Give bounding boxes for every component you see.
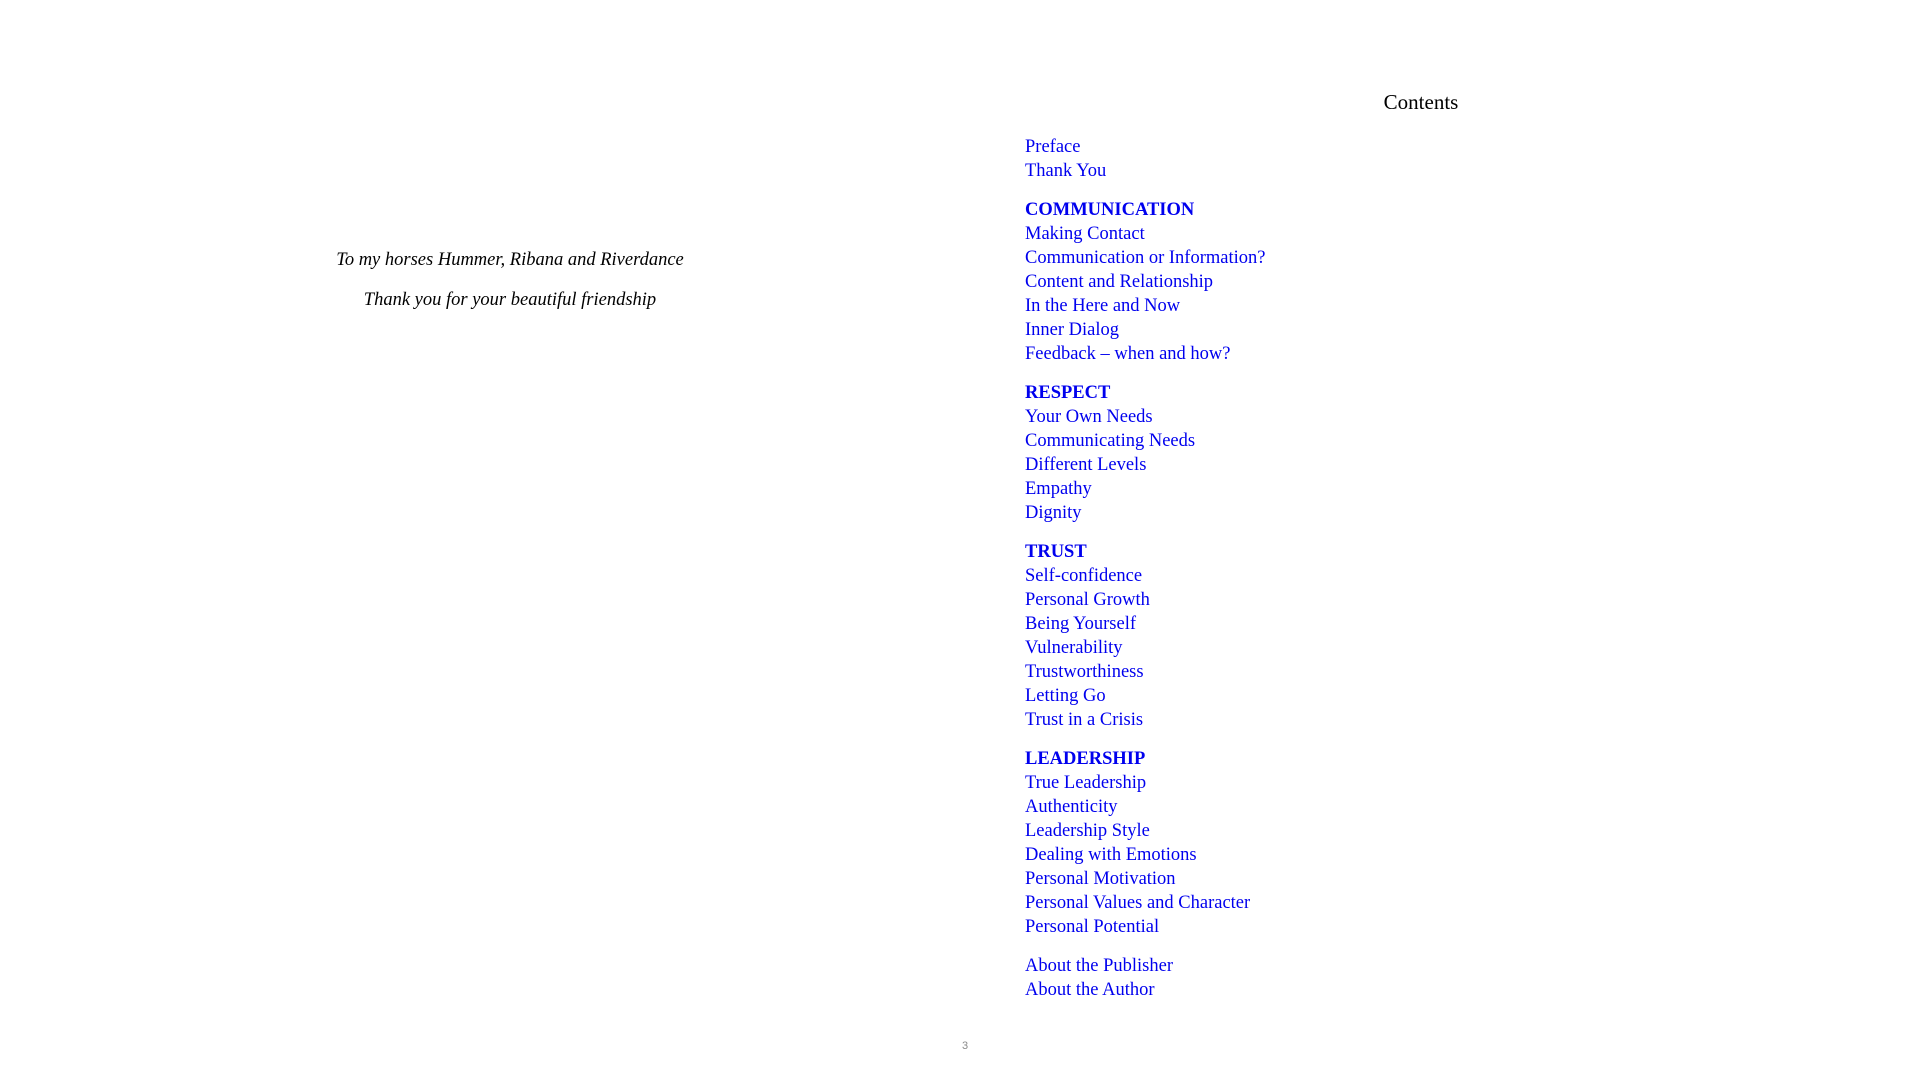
toc-link-preface[interactable]: Preface (1025, 137, 1081, 157)
toc-heading-respect[interactable]: RESPECT (1025, 383, 1111, 403)
toc-link-different-levels[interactable]: Different Levels (1025, 455, 1147, 475)
toc-group-trust (1025, 540, 1425, 732)
toc-link-personal-motivation[interactable]: Personal Motivation (1025, 869, 1176, 889)
toc-link-self-confidence[interactable]: Self-confidence (1025, 566, 1143, 586)
contents-title: Contents (1383, 90, 1459, 114)
toc-link-dignity[interactable]: Dignity (1025, 503, 1082, 523)
toc-heading-communication[interactable]: COMMUNICATION (1025, 200, 1195, 220)
toc-link-true-leadership[interactable]: True Leadership (1025, 773, 1147, 793)
toc-group-communication (1025, 198, 1425, 366)
toc-group-back (1025, 954, 1425, 1002)
toc-link-trustworthiness[interactable]: Trustworthiness (1025, 662, 1144, 682)
toc-link-feedback[interactable]: Feedback – when and how? (1025, 344, 1231, 364)
toc-link-personal-growth[interactable]: Personal Growth (1025, 590, 1150, 610)
toc-link-personal-potential[interactable]: Personal Potential (1025, 917, 1160, 937)
toc-link-about-the-author[interactable]: About the Author (1025, 980, 1155, 1000)
dedication-line-1: To my horses Hummer, Ribana and Riverdance (336, 250, 684, 270)
toc-link-authenticity[interactable]: Authenticity (1025, 797, 1118, 817)
dedication-line-2: Thank you for your beautiful friendship (363, 290, 657, 310)
toc-link-leadership-style[interactable]: Leadership Style (1025, 821, 1150, 841)
toc-link-dealing-with-emotions[interactable]: Dealing with Emotions (1025, 845, 1197, 865)
toc-heading-leadership[interactable]: LEADERSHIP (1025, 749, 1146, 769)
toc-link-communication-or-information[interactable]: Communication or Information? (1025, 248, 1266, 268)
toc-link-content-and-relationship[interactable]: Content and Relationship (1025, 272, 1214, 292)
toc-group-respect (1025, 381, 1425, 525)
toc-group-leadership (1025, 747, 1425, 939)
toc-link-trust-in-a-crisis[interactable]: Trust in a Crisis (1025, 710, 1144, 730)
page-number: 3 (961, 1040, 969, 1052)
table-of-contents (1025, 135, 1425, 1017)
toc-link-making-contact[interactable]: Making Contact (1025, 224, 1145, 244)
toc-link-thank-you[interactable]: Thank You (1025, 161, 1107, 181)
toc-link-personal-values-and-character[interactable]: Personal Values and Character (1025, 893, 1251, 913)
toc-link-empathy[interactable]: Empathy (1025, 479, 1092, 499)
toc-heading-trust[interactable]: TRUST (1025, 542, 1087, 562)
toc-link-inner-dialog[interactable]: Inner Dialog (1025, 320, 1120, 340)
toc-link-being-yourself[interactable]: Being Yourself (1025, 614, 1137, 634)
toc-link-about-the-publisher[interactable]: About the Publisher (1025, 956, 1173, 976)
toc-link-vulnerability[interactable]: Vulnerability (1025, 638, 1123, 658)
toc-link-communicating-needs[interactable]: Communicating Needs (1025, 431, 1196, 451)
toc-link-in-the-here-and-now[interactable]: In the Here and Now (1025, 296, 1181, 316)
toc-group-front (1025, 135, 1425, 183)
toc-link-your-own-needs[interactable]: Your Own Needs (1025, 407, 1153, 427)
toc-link-letting-go[interactable]: Letting Go (1025, 686, 1106, 706)
